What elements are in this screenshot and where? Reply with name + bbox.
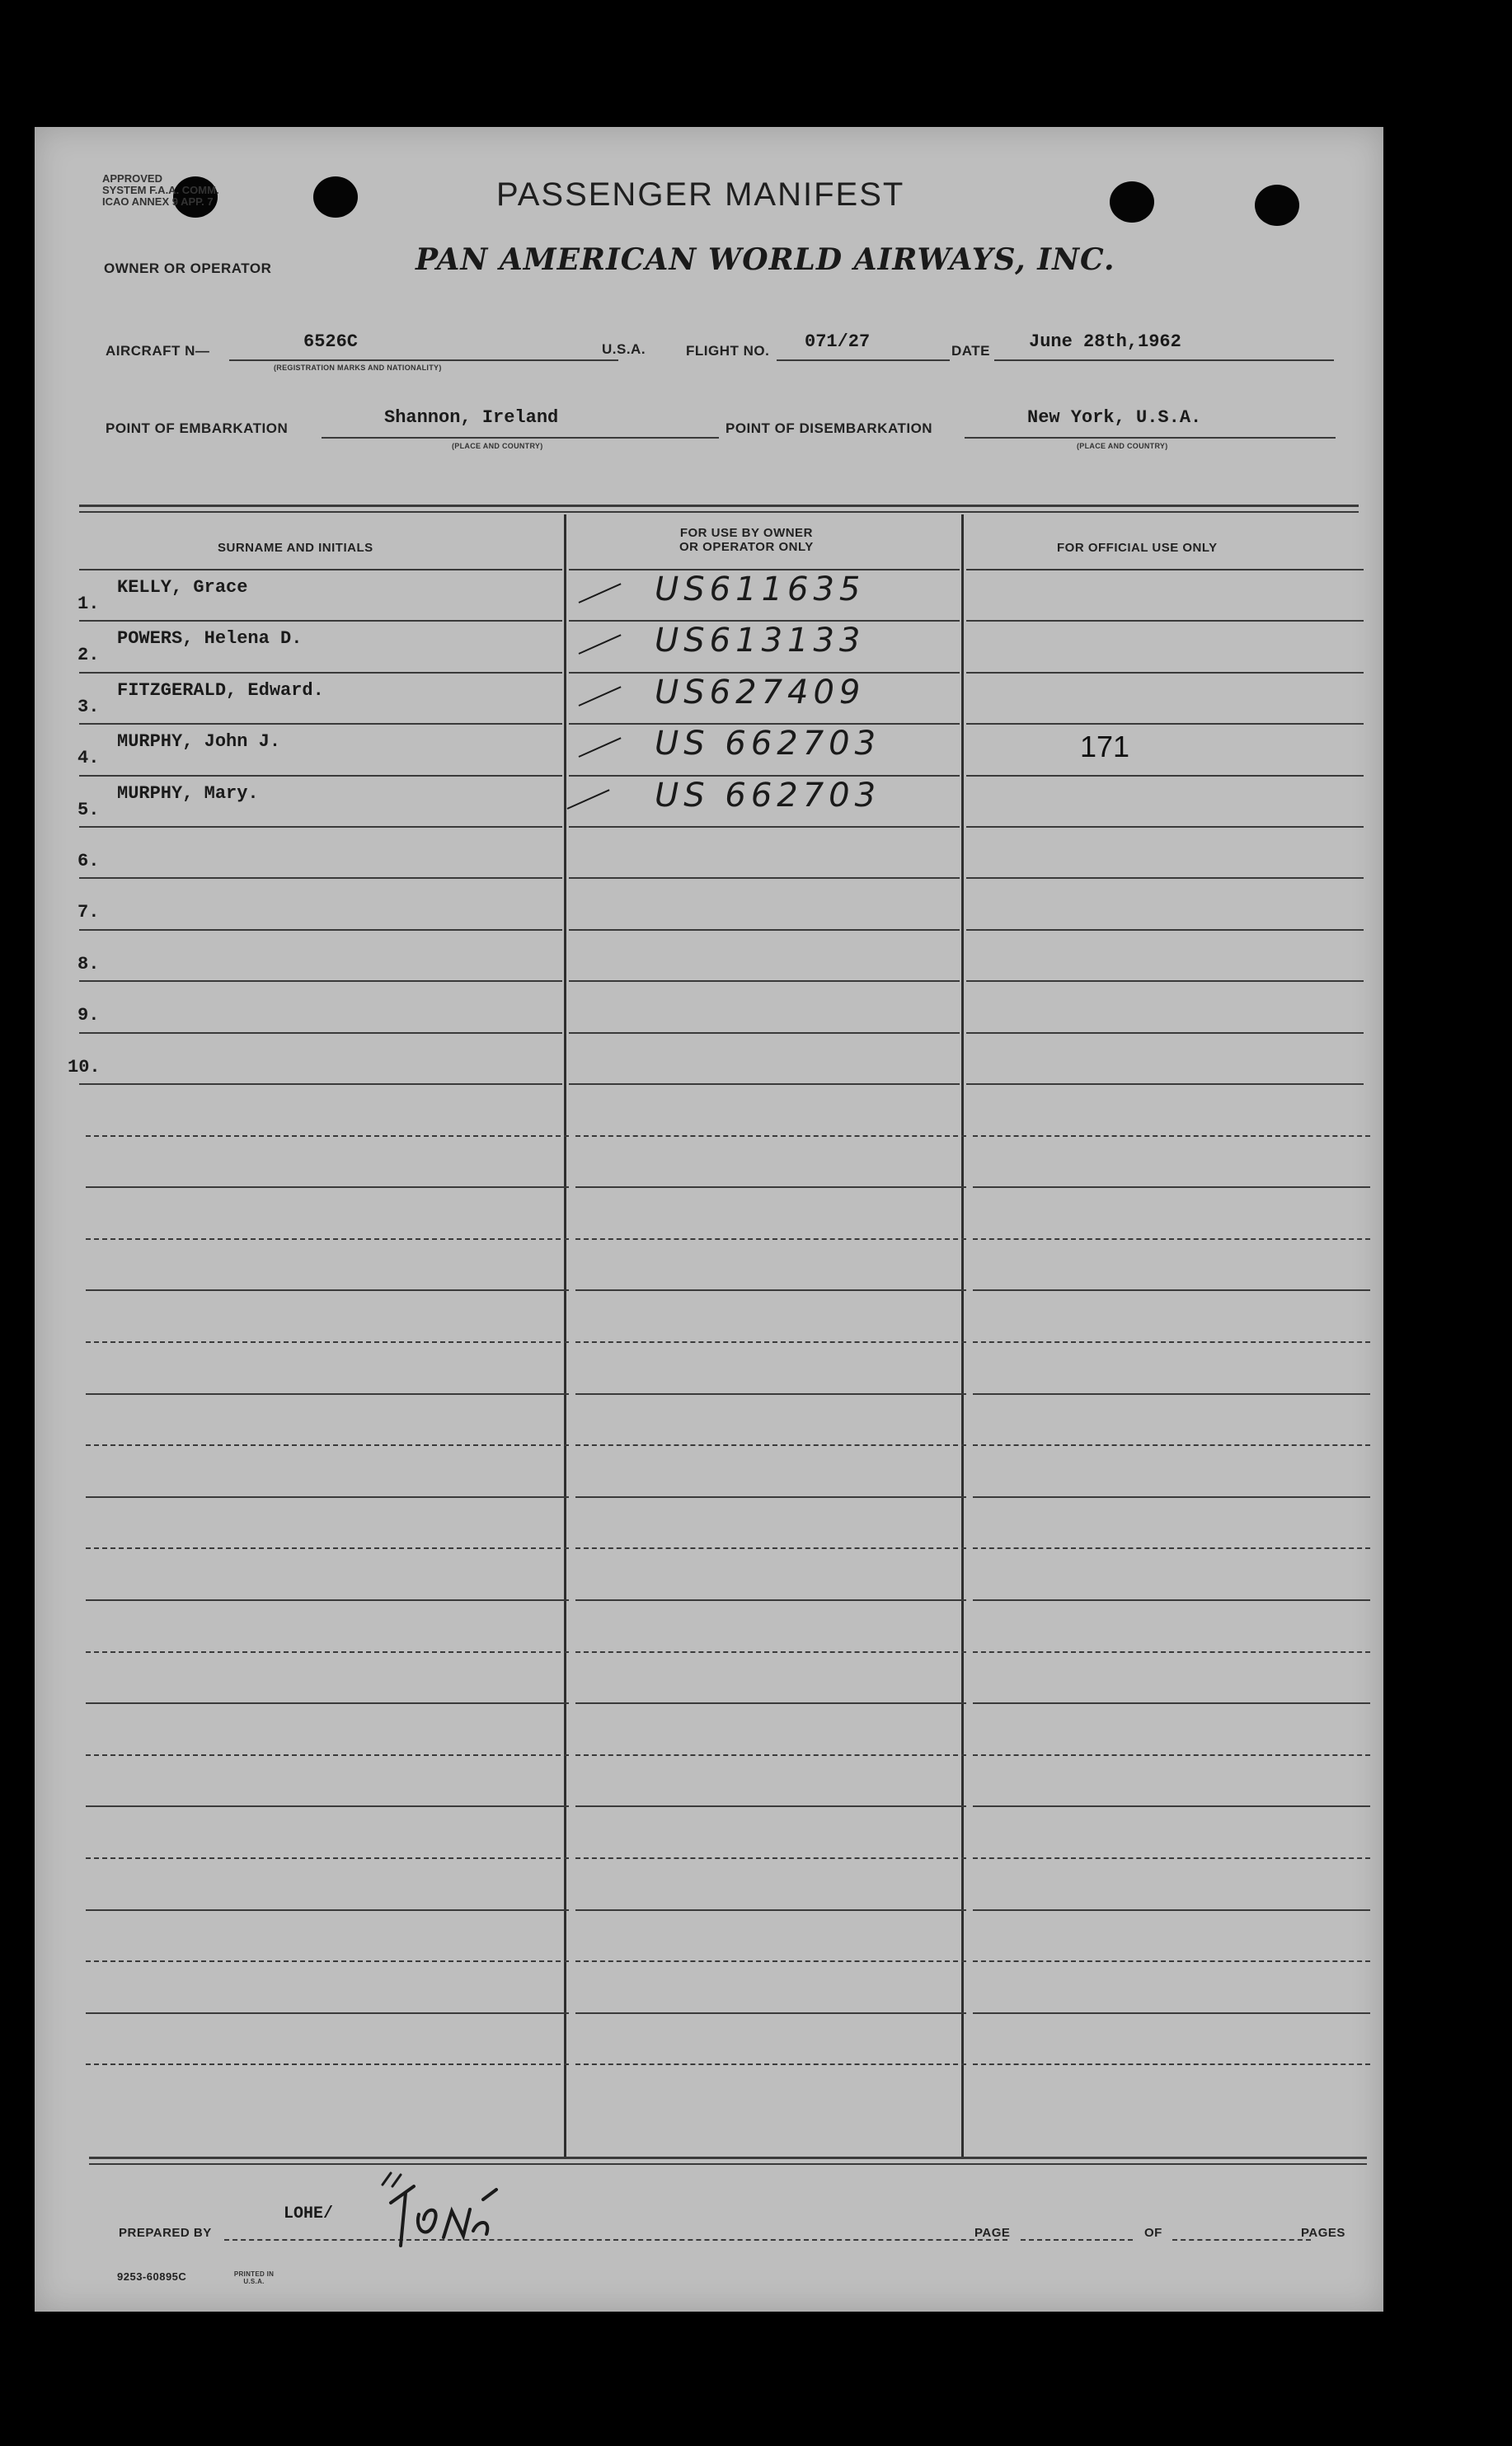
ruled-line: [86, 1547, 569, 1549]
ruled-line: [79, 929, 562, 931]
prepared-by-label: PREPARED BY: [119, 2226, 212, 2240]
ruled-line: [86, 1186, 569, 1188]
flight-value: 071/27: [805, 331, 871, 352]
ruled-line: [575, 1651, 966, 1653]
ruled-line: [966, 877, 1364, 879]
ruled-line: [79, 569, 562, 570]
table-top-rule: [79, 511, 1359, 513]
check-mark: [579, 686, 622, 707]
approval-stamp-line: ICAO ANNEX 9 APP. 7: [102, 195, 214, 208]
disembarkation-underline: [965, 437, 1336, 439]
disembarkation-value: New York, U.S.A.: [1027, 407, 1202, 428]
check-mark: [567, 789, 610, 810]
ruled-line: [86, 1393, 569, 1395]
ruled-line: [973, 1599, 1370, 1601]
ruled-line: [973, 1651, 1370, 1653]
ruled-line: [575, 1857, 966, 1859]
ruled-line: [575, 1547, 966, 1549]
ruled-line: [973, 1857, 1370, 1859]
ruled-line: [973, 1909, 1370, 1911]
passenger-name: MURPHY, John J.: [117, 731, 281, 753]
ruled-line: [575, 1186, 966, 1188]
row-number: 10.: [68, 1056, 101, 1077]
table-bottom-rule: [89, 2163, 1367, 2165]
signature: [381, 2170, 513, 2261]
column-header-operator-line: FOR USE BY OWNER: [679, 526, 813, 540]
form-number: 9253-60895C: [117, 2270, 187, 2283]
ticket-number: US 662703: [655, 776, 881, 815]
embarkation-value: Shannon, Ireland: [384, 407, 559, 428]
ruled-line: [79, 980, 562, 982]
ruled-line: [575, 1238, 966, 1240]
ruled-line: [86, 1857, 569, 1859]
flight-underline: [777, 359, 950, 361]
ruled-line: [79, 826, 562, 828]
ticket-number: US613133: [655, 622, 866, 660]
ruled-line: [973, 1805, 1370, 1807]
column-header-operator-line: OR OPERATOR ONLY: [679, 540, 814, 554]
ruled-line: [575, 1909, 966, 1911]
date-label: DATE: [951, 343, 991, 359]
column-header-surname: SURNAME AND INITIALS: [218, 541, 373, 555]
ruled-line: [973, 1754, 1370, 1756]
ruled-line: [575, 1496, 966, 1498]
ruled-line: [973, 1702, 1370, 1704]
approval-stamp-line: APPROVED: [102, 172, 162, 185]
ruled-line: [86, 1341, 569, 1343]
embarkation-underline: [322, 437, 719, 439]
ruled-line: [973, 1186, 1370, 1188]
aircraft-sublabel: (REGISTRATION MARKS AND NATIONALITY): [274, 364, 442, 372]
passenger-name: MURPHY, Mary.: [117, 782, 259, 804]
ruled-line: [569, 826, 960, 828]
aircraft-value: 6526C: [303, 331, 359, 352]
ruled-line: [86, 1651, 569, 1653]
row-number: 6.: [77, 851, 100, 871]
ruled-line: [79, 1083, 562, 1085]
ruled-line: [575, 1702, 966, 1704]
row-number: 2.: [77, 645, 100, 666]
ruled-line: [86, 1496, 569, 1498]
ruled-line: [86, 2063, 569, 2065]
aircraft-underline: [229, 359, 618, 361]
ruled-line: [973, 2012, 1370, 2014]
ruled-line: [575, 1754, 966, 1756]
ruled-line: [569, 929, 960, 931]
ruled-line: [973, 1341, 1370, 1343]
ruled-line: [575, 1599, 966, 1601]
ticket-number: US611635: [655, 570, 866, 608]
flight-label: FLIGHT NO.: [686, 343, 770, 359]
ruled-line: [966, 1032, 1364, 1034]
ruled-line: [966, 775, 1364, 777]
ruled-line: [86, 1805, 569, 1807]
ruled-line: [86, 1444, 569, 1446]
ruled-line: [575, 1341, 966, 1343]
column-header-official: FOR OFFICIAL USE ONLY: [1057, 541, 1218, 555]
row-number: 9.: [77, 1005, 100, 1026]
check-mark: [579, 583, 622, 603]
date-value: June 28th,1962: [1029, 331, 1181, 352]
ruled-line: [973, 1135, 1370, 1137]
airline-name: PAN AMERICAN WORLD AIRWAYS, INC.: [416, 242, 1115, 277]
column-divider: [564, 514, 566, 2157]
ruled-line: [86, 1754, 569, 1756]
page-label: PAGE: [974, 2226, 1011, 2240]
row-number: 7.: [77, 902, 100, 923]
ruled-line: [79, 775, 562, 777]
ruled-line: [966, 672, 1364, 674]
ruled-line: [973, 1289, 1370, 1291]
pages-label: PAGES: [1301, 2226, 1345, 2240]
passenger-name: KELLY, Grace: [117, 577, 248, 598]
row-number: 1.: [77, 594, 100, 614]
ruled-line: [973, 1960, 1370, 1962]
punch-hole: [1110, 181, 1154, 223]
row-number: 8.: [77, 953, 100, 974]
ruled-line: [575, 2063, 966, 2065]
passenger-name: POWERS, Helena D.: [117, 628, 303, 650]
ruled-line: [86, 1238, 569, 1240]
table-top-rule: [79, 505, 1359, 507]
date-underline: [994, 359, 1334, 361]
ruled-line: [575, 1393, 966, 1395]
ruled-line: [575, 2012, 966, 2014]
check-mark: [579, 737, 622, 758]
ruled-line: [86, 2012, 569, 2014]
ruled-line: [575, 1960, 966, 1962]
ruled-line: [973, 2063, 1370, 2065]
ruled-line: [86, 1909, 569, 1911]
ruled-line: [966, 929, 1364, 931]
embarkation-label: POINT OF EMBARKATION: [106, 420, 289, 436]
prepared-by-underline: [224, 2239, 1007, 2241]
usa-label: U.S.A.: [602, 341, 646, 357]
column-divider: [961, 514, 964, 2157]
passenger-name: FITZGERALD, Edward.: [117, 679, 324, 701]
aircraft-label: AIRCRAFT N—: [106, 343, 210, 359]
owner-label: OWNER OR OPERATOR: [104, 261, 272, 276]
ruled-line: [973, 1444, 1370, 1446]
ruled-line: [966, 826, 1364, 828]
ruled-line: [86, 1960, 569, 1962]
approval-stamp: [102, 173, 219, 208]
ticket-number: US627409: [655, 673, 866, 711]
ruled-line: [575, 1135, 966, 1137]
disembarkation-label: POINT OF DISEMBARKATION: [725, 420, 933, 436]
ruled-line: [79, 620, 562, 622]
row-number: 5.: [77, 799, 100, 820]
ruled-line: [79, 672, 562, 674]
ruled-line: [575, 1444, 966, 1446]
ruled-line: [79, 1032, 562, 1034]
printed-in-usa-stamp: PRINTED IN U.S.A.: [233, 2270, 275, 2285]
manifest-form: [35, 127, 1383, 2312]
column-header-operator: [679, 526, 814, 554]
prepared-by-value: LOHE/: [284, 2204, 334, 2223]
ruled-line: [86, 1702, 569, 1704]
ruled-line: [973, 1238, 1370, 1240]
ruled-line: [966, 569, 1364, 570]
ruled-line: [966, 1083, 1364, 1085]
ruled-line: [86, 1599, 569, 1601]
ruled-line: [569, 1083, 960, 1085]
punch-hole: [1255, 185, 1299, 226]
ruled-line: [966, 723, 1364, 725]
ticket-number: US 662703: [655, 725, 881, 763]
page-title: PASSENGER MANIFEST: [496, 176, 905, 213]
embarkation-sublabel: (PLACE AND COUNTRY): [452, 442, 543, 450]
ruled-line: [966, 620, 1364, 622]
official-mark: 171: [1080, 730, 1130, 764]
of-label: OF: [1144, 2226, 1162, 2240]
table-bottom-rule: [89, 2157, 1367, 2159]
disembarkation-sublabel: (PLACE AND COUNTRY): [1077, 442, 1168, 450]
row-number: 4.: [77, 748, 100, 769]
ruled-line: [973, 1496, 1370, 1498]
ruled-line: [575, 1289, 966, 1291]
ruled-line: [973, 1393, 1370, 1395]
ruled-line: [79, 723, 562, 725]
of-underline: [1172, 2239, 1311, 2241]
ruled-line: [575, 1805, 966, 1807]
punch-hole: [313, 176, 358, 218]
ruled-line: [86, 1289, 569, 1291]
ruled-line: [79, 877, 562, 879]
ruled-line: [569, 877, 960, 879]
ruled-line: [966, 980, 1364, 982]
ruled-line: [86, 1135, 569, 1137]
page-underline: [1021, 2239, 1133, 2241]
row-number: 3.: [77, 696, 100, 717]
check-mark: [579, 635, 622, 655]
ruled-line: [569, 1032, 960, 1034]
approval-stamp-line: SYSTEM F.A.A. COMM.: [102, 184, 219, 196]
ruled-line: [973, 1547, 1370, 1549]
ruled-line: [569, 980, 960, 982]
